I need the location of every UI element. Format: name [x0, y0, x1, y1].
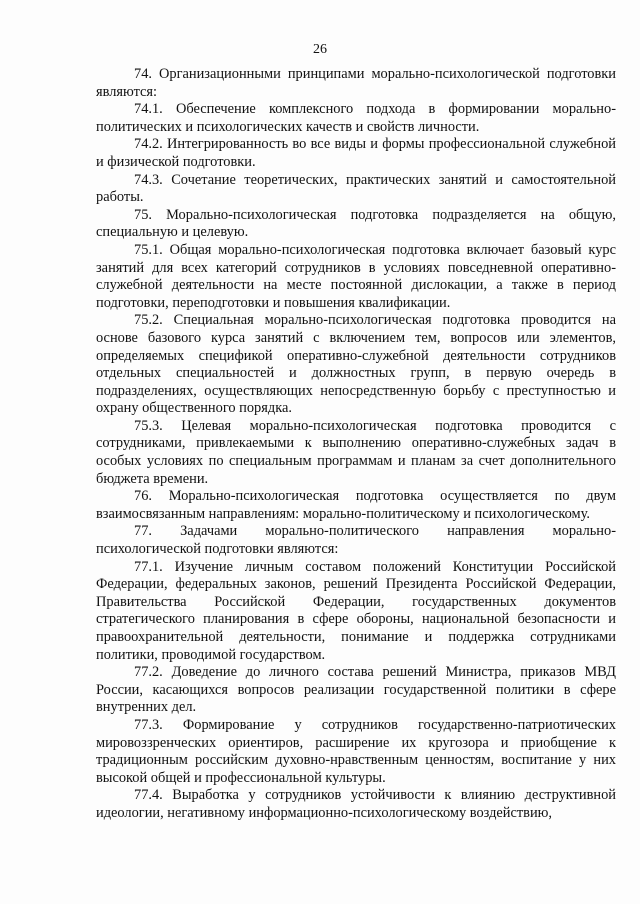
paragraph-75: 75. Морально-психологическая подготовка подразделяется на общую, специальную и целевую. — [96, 206, 616, 241]
paragraph-77: 77. Задачами морально-политического направления морально-психологической подготовки являются: — [96, 523, 616, 558]
paragraph-74: 74. Организационными принципами морально-психологической подготовки являются: — [96, 66, 616, 100]
paragraph-74-3: 74.3. Сочетание теоретических, практических занятий и самостоятельной работы. — [96, 171, 616, 206]
paragraph-74-2: 74.2. Интегрированность во все виды и формы профессиональной служебной и физической подготовки. — [96, 136, 616, 170]
paragraph-77-3: 77.3. Формирование у сотрудников государственно-патриотических мировоззренческих ориентиров, расширение их кругозора и приобщение к традиционным российским духовно-нравственным ценностям, воспитание у них высокой общей и профессиональной культуры. — [96, 716, 616, 786]
page-number: 26 — [313, 42, 327, 57]
paragraph-75-2: 75.2. Специальная морально-психологическая подготовка проводится на основе базового курса занятий с включением тем, вопросов или элементов, определяемых спецификой оперативно-служебной деятельности сотрудников отдельных специальностей и должностных групп, в первую очередь в подразделениях, осуществляющих непосредственную борьбу с преступностью и охрану общественного порядка. — [96, 312, 616, 417]
paragraph-77-4: 77.4. Выработка у сотрудников устойчивости к влиянию деструктивной идеологии, негативному информационно-психологическому воздействию, — [96, 787, 616, 821]
paragraph-75-3: 75.3. Целевая морально-психологическая подготовка проводится с сотрудниками, привлекаемыми к выполнению оперативно-служебных задач в особых условиях по специальным программам и планам за счет дополнительного бюджета времени. — [96, 417, 616, 487]
paragraph-77-1: 77.1. Изучение личным составом положений Конституции Российской Федерации, федеральных законов, решений Президента Российской Федерации, Правительства Российской Федерации, государственных документов стратегического планирования в сфере обороны, национальной безопасности и правоохранительной деятельности, понимание и поддержка сотрудниками политики, проводимой государством. — [96, 558, 616, 663]
paragraph-76: 76. Морально-психологическая подготовка осуществляется по двум взаимосвязанным направлениям: морально-политическому и психологическому. — [96, 488, 616, 522]
paragraph-77-2: 77.2. Доведение до личного состава решений Министра, приказов МВД России, касающихся вопросов реализации государственной политики в сфере внутренних дел. — [96, 664, 616, 716]
paragraph-75-1: 75.1. Общая морально-психологическая подготовка включает базовый курс занятий для всех категорий сотрудников в условиях повседневной оперативно-служебной деятельности на месте постоянной дислокации, а также в период подготовки, переподготовки и повышения квалификации. — [96, 241, 616, 311]
paragraph-74-1: 74.1. Обеспечение комплексного подхода в формировании морально-политических и психологических качеств и свойств личности. — [96, 101, 616, 135]
body-text — [96, 66, 616, 823]
